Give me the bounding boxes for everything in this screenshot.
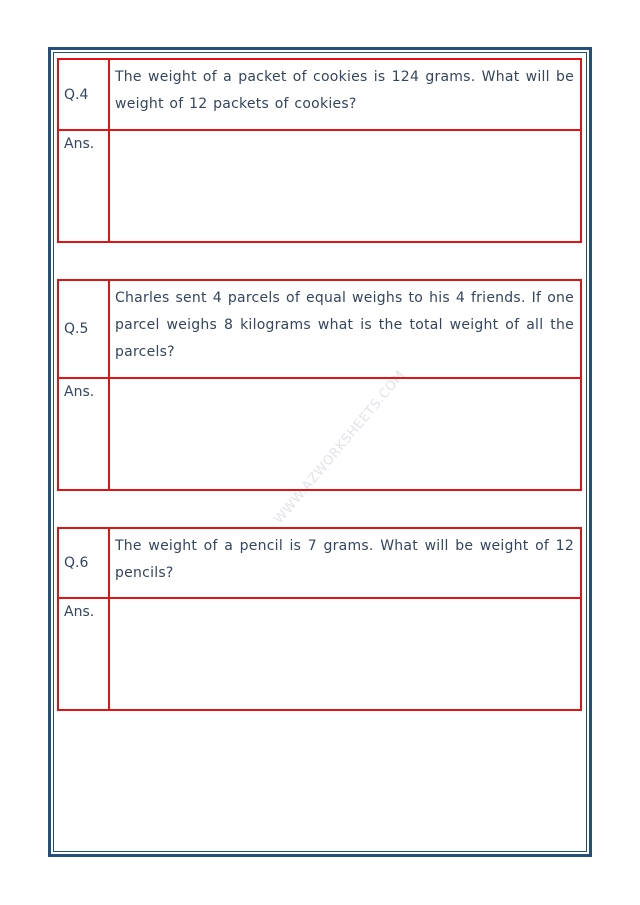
question-row: [59, 60, 580, 131]
answer-row: [59, 131, 580, 241]
answer-field[interactable]: [110, 599, 580, 709]
question-row: [59, 529, 580, 599]
question-row: [59, 281, 580, 379]
question-number: Q.4: [59, 60, 110, 129]
answer-field[interactable]: [110, 379, 580, 489]
question-number: Q.5: [59, 281, 110, 377]
question-table-6: [57, 527, 582, 711]
answer-label: Ans.: [59, 131, 110, 241]
question-text: The weight of a pencil is 7 grams. What will be weight of 12 pencils?: [115, 538, 574, 581]
answer-row: [59, 599, 580, 709]
question-text: The weight of a packet of cookies is 124 grams. What will be weight of 12 packets of cookies?: [115, 69, 574, 112]
question-table-4: [57, 58, 582, 243]
answer-row: [59, 379, 580, 489]
question-text: Charles sent 4 parcels of equal weighs to his 4 friends. If one parcel weighs 8 kilograms what is the total weight of all the parcels?: [115, 290, 574, 360]
answer-label: Ans.: [59, 599, 110, 709]
watermark: WWW.AZWORKSHEETS.COM: [271, 368, 409, 527]
answer-field[interactable]: [110, 131, 580, 241]
question-number: Q.6: [59, 529, 110, 597]
answer-label: Ans.: [59, 379, 110, 489]
question-table-5: [57, 279, 582, 491]
